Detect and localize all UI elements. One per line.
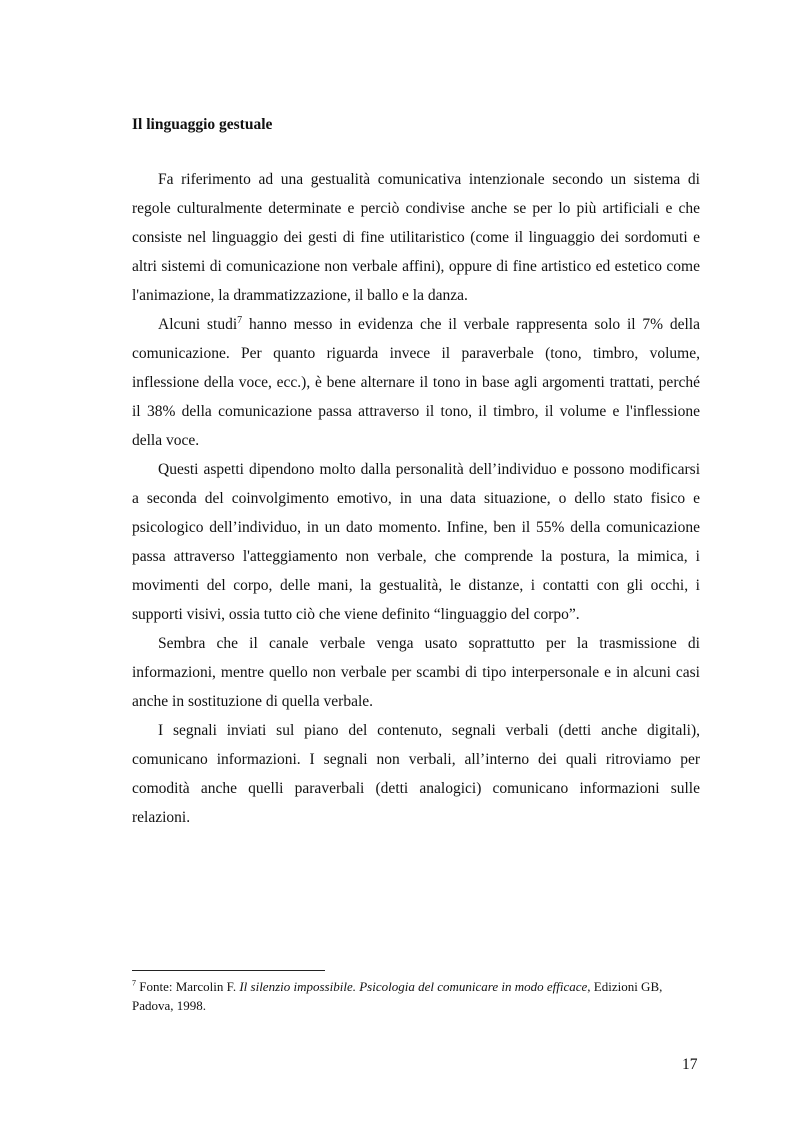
paragraph-1: Fa riferimento ad una gestualità comunicativa intenzionale secondo un sistema di regole culturalmente determinate e perciò condivise anche se per lo più artificiali e che consiste nel linguaggio dei gesti di fine utilitaristico (come il linguaggio dei sordomuti e altri sistemi di comunicazione non verbale affini), oppure di fine artistico ed estetico come l'animazione, la drammatizzazione, il ballo e la danza. [132,171,700,304]
paragraph-3: Questi aspetti dipendono molto dalla personalità dell’individuo e possono modificarsi a seconda del coinvolgimento emotivo, in una data situazione, o dello stato fisico e psicologico dell’individuo, in un dato momento. Infine, ben il 55% della comunicazione passa attraverso l'atteggiamento non verbale, che comprende la postura, la mimica, i movimenti del corpo, delle mani, la gestualità, le distanze, i contatti con gli occhi, i supporti visivi, ossia tutto ciò che viene definito “linguaggio del corpo”. [132,461,700,623]
paragraph-2-start: Alcuni studi [158,316,238,333]
paragraph-2-rest: hanno messo in evidenza che il verbale rappresenta solo il 7% della comunicazione. Per quanto riguarda invece il paraverbale (tono, timbro, volume, inflessione della voce, ecc.), è bene alternare il tono in base agli argomenti trattati, perché il 38% della comunicazione passa attraverso il tono, il timbro, il volume e l'inflessione della voce. [132,316,700,449]
paragraph-4: Sembra che il canale verbale venga usato soprattutto per la trasmissione di informazioni, mentre quello non verbale per scambi di tipo interpersonale e in alcuni casi anche in sostituzione di quella verbale. [132,635,700,710]
footnote-separator [132,970,325,971]
footnote [132,977,700,1015]
paragraph-5: I segnali inviati sul piano del contenuto, segnali verbali (detti anche digitali), comunicano informazioni. I segnali non verbali, all’interno dei quali ritroviamo per comodità anche quelli paraverbali (detti analogici) comunicano informazioni sulle relazioni. [132,722,700,826]
body-text [132,165,700,832]
section-heading: Il linguaggio gestuale [132,116,273,133]
page-number: 17 [682,1056,698,1073]
footnote-prefix: Fonte: Marcolin F. [136,979,240,994]
footnote-title: Il silenzio impossibile. Psicologia del comunicare in modo efficace [239,979,588,994]
footnote-suffix: , Edizioni GB, Padova, 1998. [132,979,663,1013]
footnote-reference[interactable]: 7 [237,314,243,326]
paragraph-2 [132,310,700,455]
footnote-number: 7 [132,978,136,988]
